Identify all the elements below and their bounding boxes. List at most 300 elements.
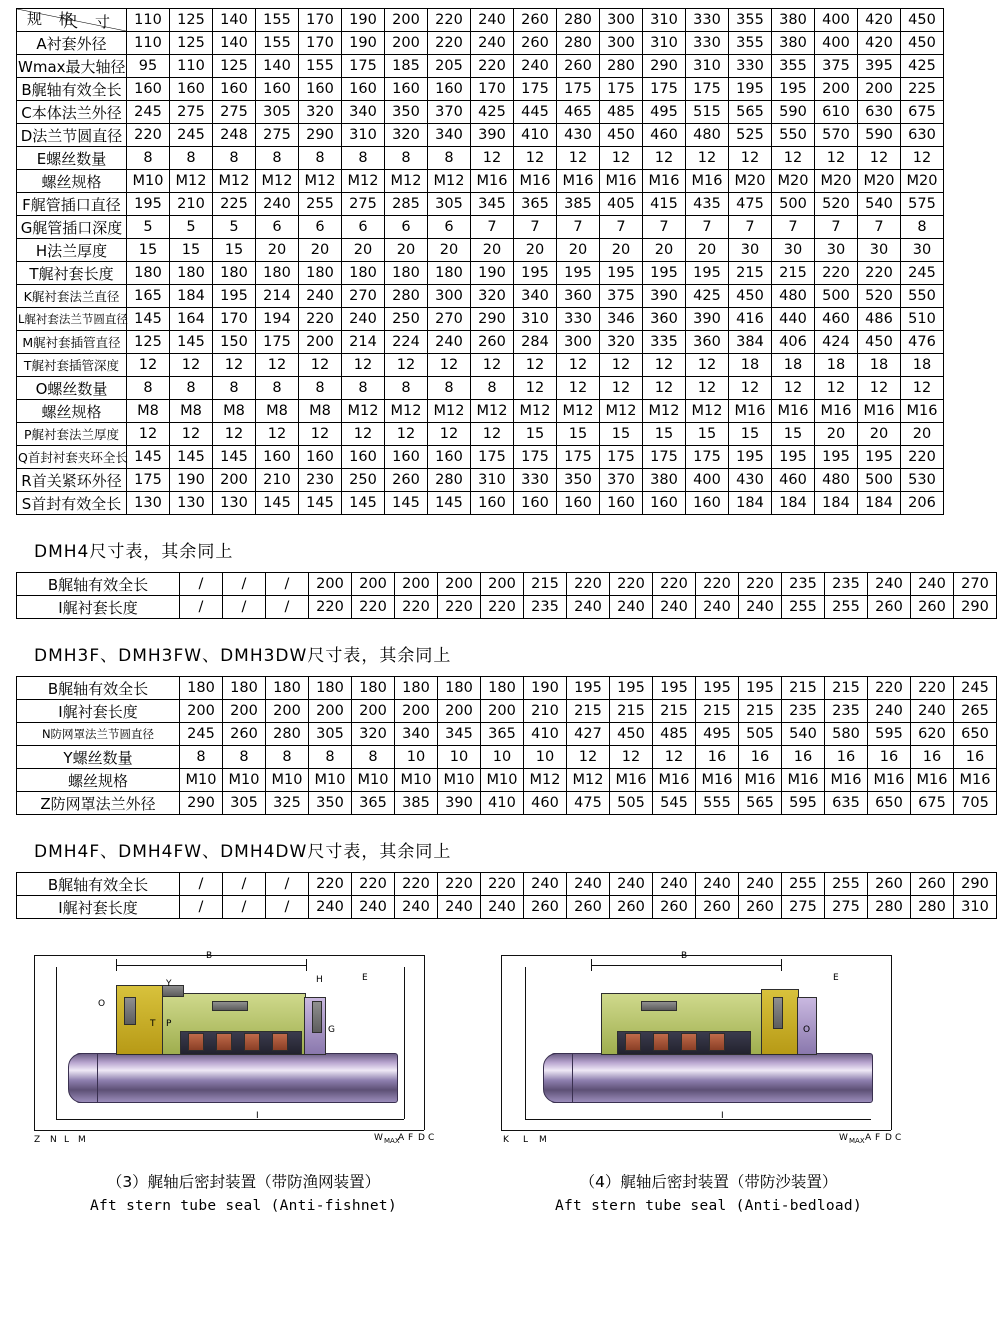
callout-i: I <box>256 1111 259 1121</box>
figure-4-drawing <box>481 945 936 1160</box>
table-cell: 450 <box>729 285 772 308</box>
table-cell: 15 <box>170 239 213 262</box>
table-cell: 200 <box>352 700 395 723</box>
table-cell: 175 <box>514 78 557 101</box>
callout-b: B <box>206 951 213 961</box>
header-size-0: 110 <box>127 9 170 32</box>
table-cell: 15 <box>600 423 643 446</box>
table-cell: 160 <box>643 492 686 515</box>
table-cell: 195 <box>772 446 815 469</box>
header-size-12: 310 <box>643 9 686 32</box>
table-cell: 260 <box>524 896 567 919</box>
table-cell: M16 <box>954 769 997 792</box>
callout-z: Z <box>34 1135 41 1145</box>
table-cell: 275 <box>342 193 385 216</box>
table-cell: 12 <box>729 377 772 400</box>
seal-ring-4-2 <box>709 1033 725 1051</box>
table-cell: 475 <box>729 193 772 216</box>
callout-m-f2: M <box>539 1135 547 1145</box>
table-cell: 15 <box>213 239 256 262</box>
callout-o: O <box>98 999 106 1009</box>
table-cell: 195 <box>729 78 772 101</box>
dim-b-tick-l2 <box>591 959 592 971</box>
table-cell: 220 <box>309 596 352 619</box>
table-cell: 340 <box>342 101 385 124</box>
header-size-1: 125 <box>170 9 213 32</box>
table-cell: 260 <box>567 896 610 919</box>
table-cell: 240 <box>438 896 481 919</box>
table-cell: 145 <box>299 492 342 515</box>
table-cell: 270 <box>428 308 471 331</box>
table-cell: M16 <box>610 769 653 792</box>
dim-bottom2 <box>56 1119 404 1120</box>
callout-a-f2: A <box>865 1133 872 1143</box>
table-cell: 325 <box>266 792 309 815</box>
dim-left2-f2 <box>525 967 526 1119</box>
table-cell: 12 <box>342 354 385 377</box>
table-cell: 240 <box>567 873 610 896</box>
table-cell: 255 <box>782 873 825 896</box>
table-cell: 320 <box>600 331 643 354</box>
figure-4 <box>481 945 936 1218</box>
table-cell: 12 <box>213 423 256 446</box>
table-cell: 194 <box>256 308 299 331</box>
table-cell: 200 <box>395 573 438 596</box>
table-cell: 145 <box>127 446 170 469</box>
table-cell: 12 <box>514 147 557 170</box>
table-cell: 175 <box>471 446 514 469</box>
bolt-top-center <box>212 1001 248 1011</box>
dim-bottom <box>34 1130 424 1131</box>
table-cell: 20 <box>342 239 385 262</box>
table-cell: 240 <box>868 700 911 723</box>
table-cell: 330 <box>557 308 600 331</box>
table-cell: 275 <box>213 101 256 124</box>
table-cell: 170 <box>299 32 342 55</box>
callout-d: D <box>418 1133 425 1143</box>
table-cell: 460 <box>643 124 686 147</box>
table-cell: 565 <box>739 792 782 815</box>
bolt-right <box>312 1001 322 1033</box>
table-cell: 175 <box>686 446 729 469</box>
table-cell: 7 <box>600 216 643 239</box>
table-cell: 200 <box>309 573 352 596</box>
table-cell: 12 <box>299 423 342 446</box>
table-cell: 650 <box>954 723 997 746</box>
row-label: Z防网罩法兰外径 <box>17 792 180 815</box>
table-cell: 525 <box>729 124 772 147</box>
row-label: I艉衬套长度 <box>17 596 180 619</box>
table-cell: 12 <box>600 377 643 400</box>
table-cell: 180 <box>385 262 428 285</box>
table-cell: 260 <box>557 55 600 78</box>
table-cell: 12 <box>557 354 600 377</box>
table-cell: 180 <box>352 677 395 700</box>
table-cell: 8 <box>223 746 266 769</box>
table-cell: 500 <box>858 469 901 492</box>
table-cell: 8 <box>170 147 213 170</box>
table-cell: 170 <box>213 308 256 331</box>
table-cell: / <box>223 596 266 619</box>
bolt-top-center-2 <box>641 1001 677 1011</box>
table-cell: 290 <box>471 308 514 331</box>
table-cell: 8 <box>256 147 299 170</box>
table-cell: 427 <box>567 723 610 746</box>
table-cell: 195 <box>610 677 653 700</box>
table-cell: 305 <box>256 101 299 124</box>
table-cell: 275 <box>170 101 213 124</box>
table-cell: 195 <box>696 677 739 700</box>
table-cell: 180 <box>213 262 256 285</box>
table-cell: M12 <box>385 400 428 423</box>
table-cell: 20 <box>299 239 342 262</box>
table-cell: 245 <box>180 723 223 746</box>
table-cell: 675 <box>911 792 954 815</box>
table-cell: 16 <box>739 746 782 769</box>
table-cell: / <box>180 873 223 896</box>
table-cell: 505 <box>610 792 653 815</box>
table-cell: 345 <box>438 723 481 746</box>
table-cell: 460 <box>524 792 567 815</box>
table-row <box>17 101 944 124</box>
table-cell: 195 <box>514 262 557 285</box>
table-cell: 200 <box>266 700 309 723</box>
table-row <box>17 792 997 815</box>
table-cell: M16 <box>471 170 514 193</box>
table-cell: 390 <box>471 124 514 147</box>
table-row <box>17 769 997 792</box>
table-cell: 12 <box>643 377 686 400</box>
table-cell: 305 <box>428 193 471 216</box>
table-cell: 240 <box>395 896 438 919</box>
table-cell: 30 <box>901 239 944 262</box>
seal-ring-4 <box>272 1033 288 1051</box>
callout-n: N <box>50 1135 57 1145</box>
table-cell: 12 <box>653 746 696 769</box>
table-cell: 375 <box>815 55 858 78</box>
table-cell: 215 <box>729 262 772 285</box>
table-cell: 215 <box>739 700 782 723</box>
table-cell: 7 <box>514 216 557 239</box>
table-cell: 12 <box>557 147 600 170</box>
table-cell: 590 <box>858 124 901 147</box>
table-cell: 12 <box>127 423 170 446</box>
table-cell: 220 <box>481 596 524 619</box>
table-cell: 15 <box>772 423 815 446</box>
table-cell: 240 <box>342 308 385 331</box>
table-cell: 12 <box>256 423 299 446</box>
header-size-9: 260 <box>514 9 557 32</box>
row-label: T艉衬套插管深度 <box>17 354 127 377</box>
seal-ring-1-2 <box>625 1033 641 1051</box>
table-cell: 12 <box>557 377 600 400</box>
row-label: G艉管插口深度 <box>17 216 127 239</box>
bolt-left <box>124 997 136 1025</box>
table-cell: 370 <box>428 101 471 124</box>
bolt-right-2 <box>773 997 783 1029</box>
table-cell: M16 <box>782 769 825 792</box>
table-cell: 190 <box>471 262 514 285</box>
table-cell: M16 <box>911 769 954 792</box>
table-cell: M16 <box>514 170 557 193</box>
table-cell: 340 <box>395 723 438 746</box>
table-cell: 195 <box>557 262 600 285</box>
table-cell: 20 <box>428 239 471 262</box>
callout-h: H <box>316 975 323 985</box>
table-cell: 260 <box>223 723 266 746</box>
table-cell: 650 <box>868 792 911 815</box>
table-cell: 8 <box>256 377 299 400</box>
seal-ring-1 <box>188 1033 204 1051</box>
table-cell: 195 <box>653 677 696 700</box>
table-cell: 180 <box>309 677 352 700</box>
table-cell: 260 <box>471 331 514 354</box>
table-cell: 575 <box>901 193 944 216</box>
section2-body <box>17 573 997 619</box>
table-cell: 215 <box>653 700 696 723</box>
table-cell: 310 <box>643 32 686 55</box>
row-label: A衬套外径 <box>17 32 127 55</box>
table-cell: 390 <box>643 285 686 308</box>
callout-p: P <box>166 1019 172 1029</box>
dim-b-tick-l <box>116 959 117 971</box>
table-cell: M20 <box>729 170 772 193</box>
table-cell: / <box>180 596 223 619</box>
shaft-body-2 <box>551 1053 873 1103</box>
table-cell: 20 <box>686 239 729 262</box>
table-cell: 160 <box>170 78 213 101</box>
row-label: Q首封衬套夹环全长 <box>17 446 127 469</box>
table-cell: M16 <box>772 400 815 423</box>
table-cell: 12 <box>772 377 815 400</box>
table-cell: 406 <box>772 331 815 354</box>
table-cell: 16 <box>782 746 825 769</box>
figure-3-drawing <box>16 945 471 1160</box>
table-cell: 12 <box>342 423 385 446</box>
table-cell: M20 <box>815 170 858 193</box>
table-cell: M20 <box>858 170 901 193</box>
table-cell: 180 <box>438 677 481 700</box>
table-cell: 20 <box>815 423 858 446</box>
table-cell: 400 <box>815 32 858 55</box>
table-cell: 480 <box>772 285 815 308</box>
table-cell: 450 <box>610 723 653 746</box>
section4-body <box>17 873 997 919</box>
table-cell: 445 <box>514 101 557 124</box>
table-cell: 410 <box>514 124 557 147</box>
table-cell: 220 <box>395 596 438 619</box>
table-cell: 430 <box>729 469 772 492</box>
table-cell: 175 <box>600 446 643 469</box>
table-cell: 200 <box>352 573 395 596</box>
table-cell: 8 <box>428 147 471 170</box>
table-cell: 245 <box>901 262 944 285</box>
table-cell: M12 <box>524 769 567 792</box>
table-cell: 280 <box>385 285 428 308</box>
table-cell: 12 <box>686 377 729 400</box>
callout-l-f2: L <box>523 1135 529 1145</box>
table-cell: 195 <box>127 193 170 216</box>
table-cell: 12 <box>471 147 514 170</box>
table-cell: 145 <box>428 492 471 515</box>
table-cell: 610 <box>815 101 858 124</box>
callout-d-f2: D <box>885 1133 892 1143</box>
table-cell: 175 <box>557 446 600 469</box>
header-size-17: 420 <box>858 9 901 32</box>
table-cell: 12 <box>567 746 610 769</box>
table-cell: 180 <box>223 677 266 700</box>
seal-ring-3 <box>244 1033 260 1051</box>
callout-f-f2: F <box>875 1133 881 1143</box>
table-cell: 260 <box>911 596 954 619</box>
table-cell: 160 <box>385 446 428 469</box>
table-cell: 240 <box>352 896 395 919</box>
callout-o-f2: O <box>803 1025 811 1035</box>
table-cell: 145 <box>170 446 213 469</box>
table-cell: / <box>266 896 309 919</box>
table-cell: / <box>223 873 266 896</box>
table-cell: 220 <box>696 573 739 596</box>
table-cell: 6 <box>256 216 299 239</box>
figure-row <box>16 945 944 1218</box>
table-cell: M16 <box>815 400 858 423</box>
header-size-6: 200 <box>385 9 428 32</box>
table-cell: 240 <box>256 193 299 216</box>
table-cell: 12 <box>428 354 471 377</box>
table-cell: 195 <box>643 262 686 285</box>
table-cell: 260 <box>868 596 911 619</box>
table-cell: 540 <box>782 723 825 746</box>
table-cell: 16 <box>696 746 739 769</box>
header-size-14: 355 <box>729 9 772 32</box>
table-cell: 240 <box>696 596 739 619</box>
table-cell: 280 <box>428 469 471 492</box>
table-cell: 160 <box>428 446 471 469</box>
dim-left <box>34 955 35 1130</box>
table-cell: 190 <box>170 469 213 492</box>
table-cell: 140 <box>256 55 299 78</box>
table-cell: 275 <box>256 124 299 147</box>
figure-3 <box>16 945 471 1218</box>
table-cell: 260 <box>653 896 696 919</box>
table-cell: 12 <box>514 377 557 400</box>
table-cell: 305 <box>223 792 266 815</box>
section4-title: DMH4F、DMH4FW、DMH4DW尺寸表，其余同上 <box>34 842 452 862</box>
table-cell: 214 <box>342 331 385 354</box>
table-cell: 30 <box>858 239 901 262</box>
row-label: Y螺丝数量 <box>17 746 180 769</box>
table-cell: 215 <box>772 262 815 285</box>
table-cell: M12 <box>514 400 557 423</box>
table-cell: 200 <box>481 573 524 596</box>
table-cell: M8 <box>213 400 256 423</box>
figure-3-caption-cn: （3）艉轴后密封装置（带防渔网装置） <box>106 1173 381 1191</box>
table-cell: 460 <box>815 308 858 331</box>
table-cell: 12 <box>686 147 729 170</box>
table-cell: 160 <box>557 492 600 515</box>
table-cell: 125 <box>127 331 170 354</box>
table-cell: 280 <box>600 55 643 78</box>
callout-c-f2: C <box>895 1133 902 1143</box>
table-cell: 175 <box>686 78 729 101</box>
table-cell: 195 <box>815 446 858 469</box>
table-cell: 15 <box>557 423 600 446</box>
table-cell: M16 <box>600 170 643 193</box>
table-cell: 16 <box>954 746 997 769</box>
table-cell: 500 <box>815 285 858 308</box>
table-cell: 240 <box>481 896 524 919</box>
table-cell: 220 <box>438 873 481 896</box>
table-cell: 335 <box>643 331 686 354</box>
table-cell: 476 <box>901 331 944 354</box>
table-cell: 180 <box>256 262 299 285</box>
table-cell: 275 <box>782 896 825 919</box>
table-cell: M10 <box>481 769 524 792</box>
callout-w: W <box>374 1133 383 1143</box>
table-cell: 195 <box>739 677 782 700</box>
row-label: B艉轴有效全长 <box>17 573 180 596</box>
table-cell: 8 <box>309 746 352 769</box>
table-cell: 520 <box>858 285 901 308</box>
table-cell: 424 <box>815 331 858 354</box>
callout-e: E <box>362 973 368 983</box>
table-cell: 10 <box>481 746 524 769</box>
table-cell: 20 <box>643 239 686 262</box>
header-size-16: 400 <box>815 9 858 32</box>
header-size-10: 280 <box>557 9 600 32</box>
table-cell: 18 <box>901 354 944 377</box>
table-cell: 305 <box>309 723 352 746</box>
table-cell: 365 <box>352 792 395 815</box>
table-cell: 200 <box>481 700 524 723</box>
table-cell: 12 <box>610 746 653 769</box>
row-label: 螺丝规格 <box>17 400 127 423</box>
table-cell: 170 <box>471 78 514 101</box>
table-cell: 475 <box>567 792 610 815</box>
table-cell: 530 <box>901 469 944 492</box>
table-cell: 200 <box>438 700 481 723</box>
table-cell: 190 <box>524 677 567 700</box>
dim-right <box>424 955 425 1130</box>
table-cell: 164 <box>170 308 213 331</box>
table-cell: 8 <box>471 377 514 400</box>
table-cell: 12 <box>901 147 944 170</box>
table-cell: 160 <box>256 78 299 101</box>
table-row <box>17 446 944 469</box>
table-cell: M16 <box>729 400 772 423</box>
table-cell: 8 <box>266 746 309 769</box>
table-cell: M12 <box>256 170 299 193</box>
row-label: P艉衬套法兰厚度 <box>17 423 127 446</box>
table-cell: 430 <box>557 124 600 147</box>
table-cell: 195 <box>772 78 815 101</box>
table-cell: M20 <box>901 170 944 193</box>
table-cell: M12 <box>299 170 342 193</box>
section2-title: DMH4尺寸表，其余同上 <box>34 542 234 562</box>
table-cell: M16 <box>696 769 739 792</box>
table-cell: M12 <box>567 769 610 792</box>
main-spec-table <box>16 8 944 515</box>
table-cell: 330 <box>514 469 557 492</box>
table-cell: 705 <box>954 792 997 815</box>
table-cell: 360 <box>557 285 600 308</box>
header-size-3: 155 <box>256 9 299 32</box>
table-cell: 155 <box>299 55 342 78</box>
table-cell: 248 <box>213 124 256 147</box>
dim-bottom2-f2 <box>525 1119 871 1120</box>
table-cell: 635 <box>825 792 868 815</box>
table-cell: 675 <box>901 101 944 124</box>
